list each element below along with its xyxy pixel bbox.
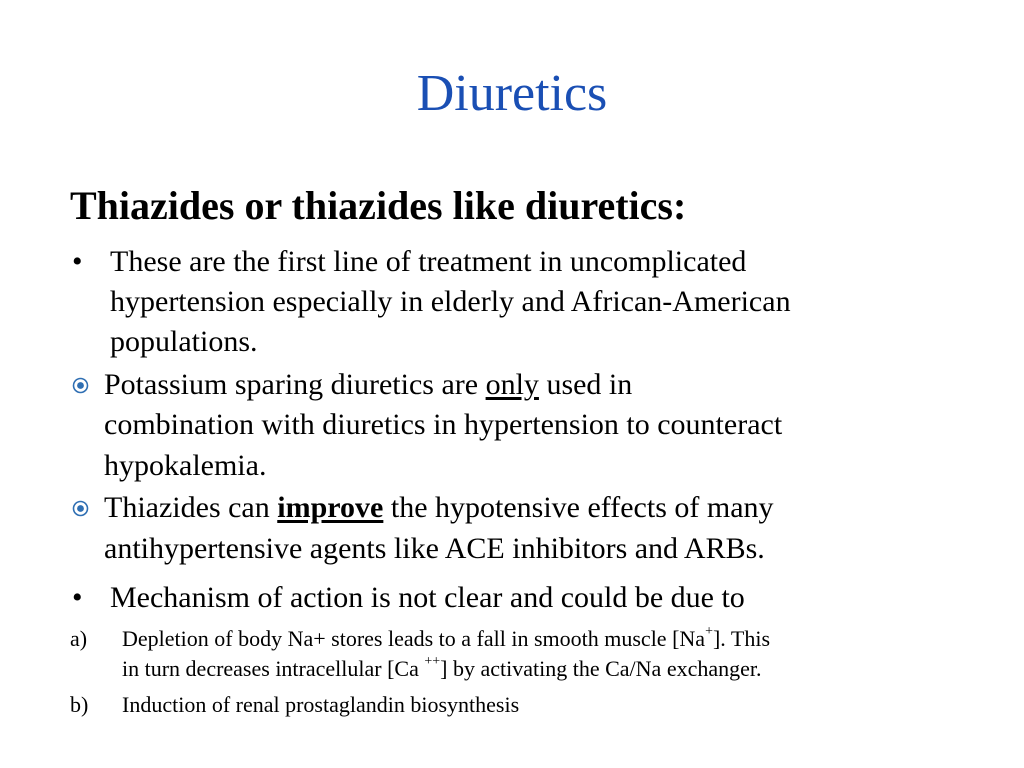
sub-item-marker: b) — [70, 692, 89, 717]
text-segment: the hypotensive effects of many — [383, 491, 774, 524]
text-segment: in turn decreases intracellular [Ca — [122, 656, 425, 681]
bullet-text: antihypertensive agents like ACE inhibitors and ARBs. — [104, 532, 765, 565]
text-segment: ]. This — [712, 626, 771, 651]
bullet-text — [104, 365, 632, 405]
text-segment: ] by activating the Ca/Na exchanger. — [440, 656, 762, 681]
bullet-text: Mechanism of action is not clear and could be due to — [110, 581, 745, 614]
superscript: + — [705, 623, 713, 639]
emphasis-only: only — [485, 368, 539, 401]
sub-item-text: Induction of renal prostaglandin biosynthesis — [122, 692, 520, 717]
text-segment: Depletion of body Na+ stores leads to a fall in smooth muscle [Na — [122, 626, 706, 651]
bullet-text: populations. — [110, 325, 258, 358]
slide-title: Diuretics — [416, 65, 608, 122]
text-segment: Potassium sparing diuretics are — [104, 368, 486, 401]
sub-item-text — [122, 624, 770, 654]
slide-subtitle: Thiazides or thiazides like diuretics: — [70, 183, 687, 228]
circle-bullet-icon — [72, 500, 89, 517]
bullet-text — [104, 488, 774, 528]
bullet-marker: • — [72, 581, 83, 614]
emphasis-improve: improve — [277, 491, 384, 524]
superscript: ++ — [424, 653, 441, 669]
text-segment: used in — [538, 368, 633, 401]
bullet-text: combination with diuretics in hypertension to counteract — [104, 408, 783, 441]
bullet-text: These are the first line of treatment in uncomplicated — [110, 245, 747, 278]
bullet-text: hypertension especially in elderly and African-American — [110, 285, 791, 318]
sub-item-marker: a) — [70, 626, 88, 651]
text-segment: Thiazides can — [104, 491, 278, 524]
bullet-text: hypokalemia. — [104, 449, 267, 482]
bullet-marker: • — [72, 245, 83, 278]
sub-item-text — [122, 654, 762, 684]
circle-bullet-icon — [72, 377, 89, 394]
